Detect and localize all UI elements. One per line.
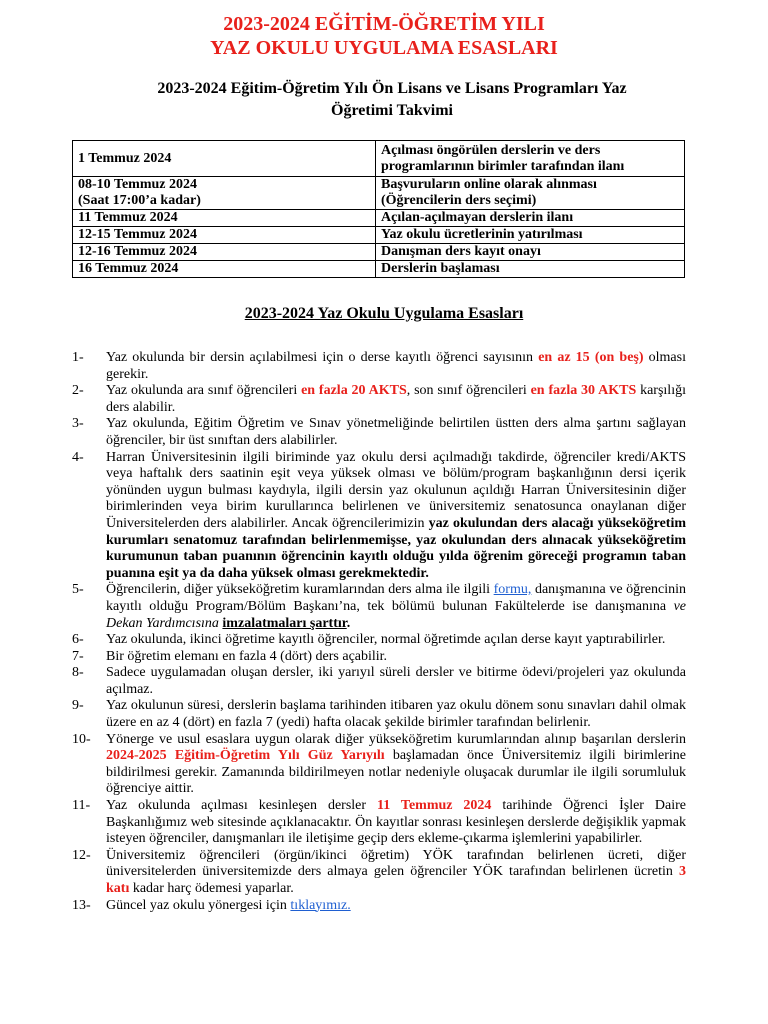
- table-row: [73, 177, 685, 210]
- schedule-event: Açılan-açılmayan derslerin ilanı: [376, 210, 685, 227]
- list-item: 12- Üniversitemiz öğrencileri (örgün/ikinci öğretim) YÖK tarafından belirlenen ücreti, diğer üniversitelerden üniversitemizde ders almaya gelen öğrenciler YÖK tarafından belirlenen ücretin 3 katı kadar harç ödemesi yaparlar.: [72, 847, 686, 896]
- schedule-date: 11 Temmuz 2024: [73, 210, 376, 227]
- schedule-date: 12-15 Temmuz 2024: [73, 227, 376, 244]
- list-item: 5- Öğrencilerin, diğer yükseköğretim kuramlarından ders alma ile ilgili formu, danışmanına ve öğrencinin kayıtlı olduğu Program/Bölüm Başkanı’na, tek bölümü bulunan Fakültelerde ise danışmanına ve Dekan Yardımcısına imzalatmaları şarttır.: [72, 582, 687, 631]
- table-row: [73, 227, 685, 244]
- calendar-title-line-1: 2023-2024 Eğitim-Öğretim Yılı Ön Lisans ve Lisans Programları Yaz: [157, 80, 627, 97]
- list-item: 1- Yaz okulunda bir dersin açılabilmesi için o derse kayıtlı öğrenci sayısının en az 15 (on beş) olması gerekir.: [72, 350, 686, 382]
- table-row: [73, 210, 685, 227]
- list-item: 8- Sadece uygulamadan oluşan dersler, iki yarıyıl süreli dersler ve bitirme ödevi/projeleri yaz okulunda açılmaz.: [72, 665, 686, 697]
- table-row: [73, 141, 685, 177]
- schedule-date: 12-16 Temmuz 2024: [73, 244, 376, 261]
- form-link[interactable]: formu,: [493, 582, 532, 598]
- list-item: 11- Yaz okulunda açılması kesinleşen dersler 11 Temmuz 2024 tarihinde Öğrenci İşler Daire Başkanlığımız web sitesinde açıklanacaktır. Ön kayıtlar sonrası kesinleşen derslerde değişiklik yapmak isteyen öğrenciler, danışmanları ile iletişime geçip ders ekleme-çıkarma işlemlerini yapabilirler.: [72, 798, 686, 847]
- schedule-event: Danışman ders kayıt onayı: [376, 244, 685, 261]
- schedule-date: 08-10 Temmuz 2024 (Saat 17:00’a kadar): [73, 177, 376, 210]
- calendar-title: [110, 78, 674, 122]
- schedule-event: Derslerin başlaması: [376, 261, 685, 278]
- page-title: [0, 12, 768, 60]
- section-title: 2023-2024 Yaz Okulu Uygulama Esasları: [244, 305, 524, 322]
- list-item: 6- Yaz okulunda, ikinci öğretime kayıtlı öğrenciler, normal öğretimde açılan derse kayıt yaptırabilirler.: [72, 632, 666, 648]
- rules-list: [72, 350, 686, 914]
- schedule-date: 1 Temmuz 2024: [73, 141, 376, 177]
- schedule-date: 16 Temmuz 2024: [73, 261, 376, 278]
- table-row: [73, 261, 685, 278]
- schedule-event: Açılması öngörülen derslerin ve ders programlarının birimler tarafından ilanı: [376, 141, 685, 177]
- title-line-1: 2023-2024 EĞİTİM-ÖĞRETİM YILI: [223, 13, 545, 35]
- regulation-link[interactable]: tıklayımız.: [290, 897, 351, 913]
- schedule-event: Başvuruların online olarak alınması (Öğrencilerin ders seçimi): [376, 177, 685, 210]
- table-row: [73, 244, 685, 261]
- schedule-event: Yaz okulu ücretlerinin yatırılması: [376, 227, 685, 244]
- schedule-table: [72, 140, 685, 278]
- list-item: 9- Yaz okulunun süresi, derslerin başlama tarihinden itibaren yaz okulu dönem sonu sınavları dahil olmak üzere en az 4 (dört) en fazla 7 (yedi) hafta olacak şekilde birimler tarafından belirlenir.: [72, 698, 686, 731]
- list-item: 4- Harran Üniversitesinin ilgili biriminde yaz okulu dersi açılmadığı takdirde, öğrenciler kredi/AKTS veya haftalık ders saatinin eşit veya yüksek olması ve bölüm/program başkanlığının dersi içerik yönünden uygun bulması kaydıyla, ilgili dersin yaz okulunun açıldığı Harran Üniversitesinin diğer birimlerinden veya birim kurullarınca belirlenen ve üniversitemiz senatosunca onaylanan diğer Üniversitelerden ders alabilirler. Ancak öğrencilerimizin yaz okulundan ders alacağı yükseköğretim kurumları senatomuz tarafından belirlenmemişse, yaz okulundan ders alınacak yükseköğretim kurumunun taban puanının öğrencinin kayıtlı olduğu yılda öğrenim göreceği programın taban puanına eşit ya da daha yüksek olması gerekmektedir.: [72, 449, 686, 581]
- title-line-2: YAZ OKULU UYGULAMA ESASLARI: [210, 37, 558, 59]
- list-item: 3- Yaz okulunda, Eğitim Öğretim ve Sınav yönetmeliğinde belirtilen üstten ders alma şartını sağlayan öğrenciler, bir üst sınıftan ders alabilirler.: [72, 416, 686, 448]
- list-item: 2- Yaz okulunda ara sınıf öğrencileri en fazla 20 AKTS, son sınıf öğrencileri en fazla 30 AKTS karşılığı ders alabilir.: [72, 383, 686, 415]
- calendar-title-line-2: Öğretimi Takvimi: [331, 102, 453, 119]
- list-item: 7- Bir öğretim elemanı en fazla 4 (dört) ders açabilir.: [72, 648, 388, 664]
- list-item: 10- Yönerge ve usul esaslara uygun olarak diğer yükseköğretim kurumlarından alınıp başarılan derslerin 2024-2025 Eğitim-Öğretim Yılı Güz Yarıyılı başlamadan önce Üniversitemiz ilgili birimlerine bildirilmesi gerekir. Zamanında bildirilmeyen notlar nedeniyle oluşacak durumlar ile ilgili sorumluluk öğrenciye aittir.: [72, 731, 686, 797]
- list-item: 13- Güncel yaz okulu yönergesi için tıklayımız.: [72, 897, 351, 913]
